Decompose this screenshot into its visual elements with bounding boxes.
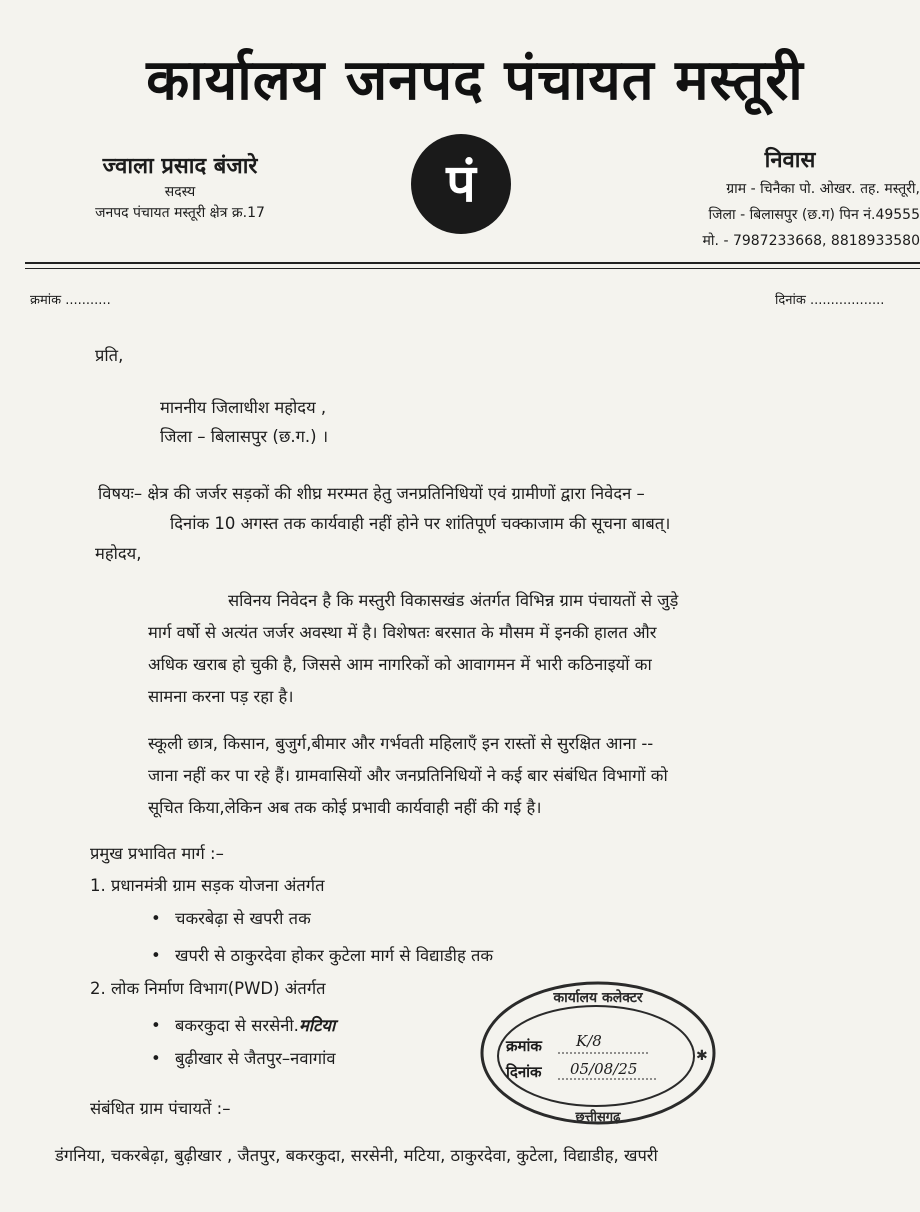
office-title: कार्यालय जनपद पंचायत मस्तूरी — [146, 48, 804, 113]
header-divider — [25, 262, 920, 264]
para1-line-2: मार्ग वर्षो से अत्यंत जर्जर अवस्था में है। विशेषतः बरसात के मौसम में इनकी हालत और — [148, 623, 657, 642]
roads-heading: प्रमुख प्रभावित मार्ग :– — [90, 844, 224, 863]
sender-designation: सदस्य — [164, 184, 196, 200]
stamp-dinank-value: 05/08/25 — [570, 1060, 638, 1078]
panchayats-list: डंगनिया, चकरबेढ़ा, बुढ़ीखार , जैतपुर, बकरकुदा, सरसेनी, मटिया, ठाकुरदेवा, कुटेला, विद्याडीह, खपरी — [55, 1146, 658, 1165]
road-group-1: 1. प्रधानमंत्री ग्राम सड़क योजना अंतर्गत — [90, 876, 325, 895]
stamp-kramank-value: K/8 — [576, 1032, 602, 1050]
residence-heading: निवास — [764, 148, 816, 173]
addressee-line-2: जिला – बिलासपुर (छ.ग.) । — [160, 427, 329, 446]
para1-line-1: सविनय निवेदन है कि मस्तुरी विकासखंड अंतर्गत विभिन्न ग्राम पंचायतों से जुड़े — [228, 591, 679, 610]
kramank-field: क्रमांक ........... — [30, 293, 111, 308]
panchayats-heading: संबंधित ग्राम पंचायतें :– — [90, 1099, 231, 1118]
stamp-top-text: कार्यालय कलेक्टर — [553, 990, 643, 1006]
subject-line-1: विषयः– क्षेत्र की जर्जर सड़कों की शीघ्र मरम्मत हेतु जनप्रतिनिधियों एवं ग्रामीणों द्वारा निवेदन – — [98, 484, 645, 503]
prati: प्रति, — [95, 346, 124, 365]
para2-line-1: स्कूली छात्र, किसान, बुजुर्ग,बीमार और गर्भवती महिलाएँ इन रास्तों से सुरक्षित आना -- — [148, 734, 654, 753]
sender-block — [30, 150, 330, 222]
para1-line-4: सामना करना पड़ रहा है। — [148, 687, 294, 706]
road-item-1: • चकरबेढ़ा से खपरी तक — [175, 903, 311, 934]
stamp-dinank-label: दिनांक — [506, 1063, 542, 1081]
svg-text:✱: ✱ — [696, 1048, 708, 1064]
residence-line-1: ग्राम - चिनैका पो. ओखर. तह. मस्तूरी, — [726, 181, 920, 197]
para2-line-3: सूचित किया,लेकिन अब तक कोई प्रभावी कार्यवाही नहीं की गई है। — [148, 798, 542, 817]
para2-line-2: जाना नहीं कर पा रहे हैं। ग्रामवासियों और जनप्रतिनिधियों ने कई बार संबंधित विभागों को — [148, 766, 668, 785]
subject-line-2: दिनांक 10 अगस्त तक कार्यवाही नहीं होने पर शांतिपूर्ण चक्काजाम की सूचना बाबत्। — [170, 514, 671, 533]
para1-line-3: अधिक खराब हो चुकी है, जिससे आम नागरिकों को आवागमन में भारी कठिनाइयों का — [148, 655, 652, 674]
handwritten-addition: मटिया — [298, 1016, 336, 1035]
road-group-2: 2. लोक निर्माण विभाग(PWD) अंतर्गत — [90, 979, 326, 998]
panchayat-logo — [410, 133, 512, 235]
residence-line-2: जिला - बिलासपुर (छ.ग) पिन नं.49555 — [708, 207, 920, 223]
road-item-2: • खपरी से ठाकुरदेवा होकर कुटेला मार्ग से विद्याडीह तक — [175, 940, 493, 971]
logo-glyph: पं — [446, 154, 476, 214]
sender-area: जनपद पंचायत मस्तूरी क्षेत्र क्र.17 — [95, 205, 265, 221]
stamp-kramank-label: क्रमांक — [506, 1037, 542, 1055]
dinank-field: दिनांक .................. — [775, 293, 885, 308]
residence-line-3: मो. - 7987233668, 8818933580 — [702, 233, 920, 249]
salutation: महोदय, — [95, 544, 142, 563]
road-item-4: • बुढ़ीखार से जैतपुर–नवागांव — [175, 1043, 336, 1074]
residence-block — [600, 148, 920, 254]
received-stamp — [478, 978, 718, 1128]
header-divider-thin — [25, 268, 920, 269]
road-item-3-text: बकरकुदा से सरसेनी. — [175, 1016, 299, 1035]
road-item-3 — [175, 1010, 335, 1041]
addressee-line-1: माननीय जिलाधीश महोदय , — [160, 398, 327, 417]
stamp-bottom-text: छत्तीसगढ़ — [575, 1110, 621, 1125]
sender-name: ज्वाला प्रसाद बंजारे — [102, 154, 258, 179]
